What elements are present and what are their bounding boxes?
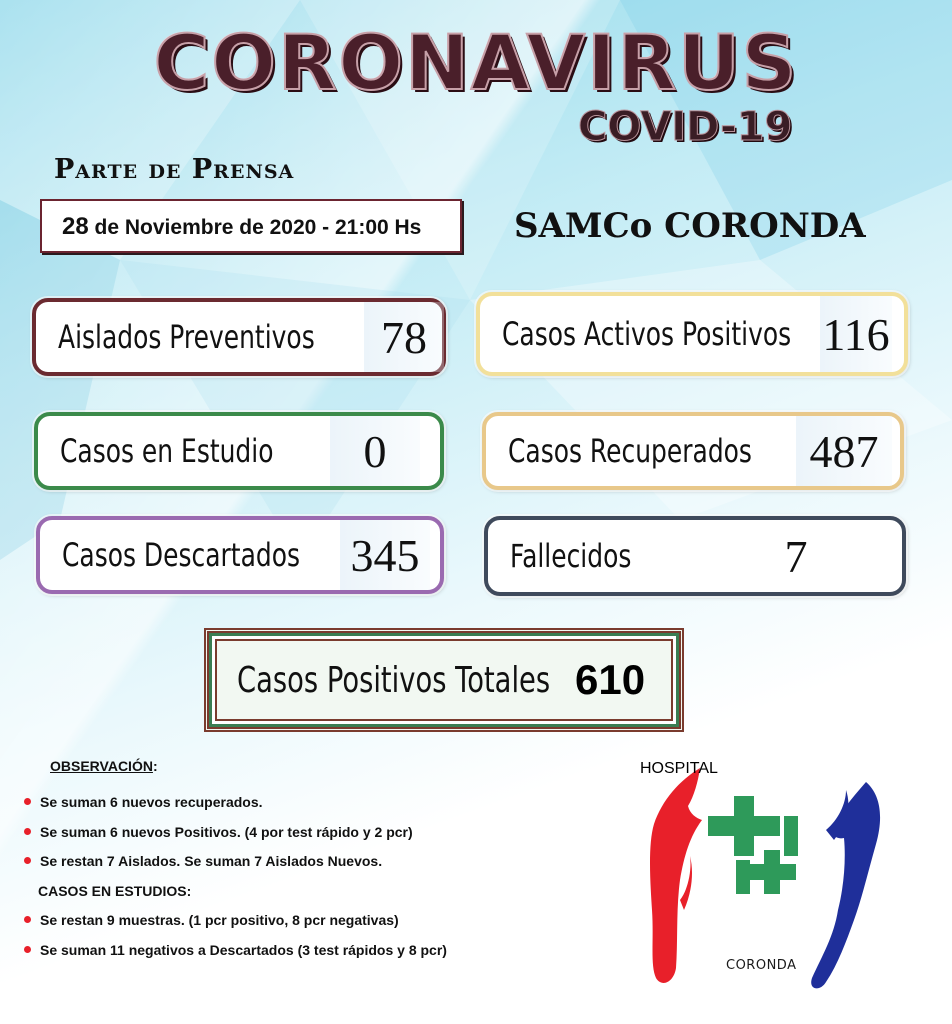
- card-value: 0: [330, 416, 420, 486]
- subtitle: COVID-19: [578, 104, 793, 150]
- bullet-icon: [24, 828, 31, 835]
- logo-text-coronda: CORONDA: [726, 958, 797, 973]
- press-release-heading: Parte de Prensa: [54, 154, 295, 185]
- date-rest: de Noviembre de 2020 - 21:00 Hs: [88, 216, 422, 239]
- list-item: Se suman 6 nuevos recuperados.: [24, 794, 447, 824]
- list-item: Se suman 6 nuevos Positivos. (4 por test rápido y 2 pcr): [24, 824, 447, 854]
- card-label: Casos Activos Positivos: [502, 315, 792, 353]
- card-label: Casos en Estudio: [60, 432, 274, 470]
- card-value: 345: [340, 520, 430, 590]
- list-item: Se restan 7 Aislados. Se suman 7 Aislados Nuevos.: [24, 853, 447, 883]
- institution-name: SAMCo CORONDA: [514, 206, 866, 246]
- logo-text-hospital: HOSPITAL: [640, 760, 718, 777]
- card-aislados: [32, 298, 446, 376]
- observation-list: [24, 794, 447, 971]
- card-value: 78: [364, 302, 444, 372]
- card-label: Aislados Preventivos: [58, 318, 315, 356]
- card-activos: [476, 292, 908, 376]
- card-value: 116: [820, 296, 892, 372]
- bullet-icon: [24, 857, 31, 864]
- card-value: 7: [784, 530, 808, 582]
- card-label: Casos Recuperados: [508, 432, 752, 470]
- observation-subheading: CASOS EN ESTUDIOS:: [38, 882, 192, 899]
- card-label: Fallecidos: [510, 537, 632, 575]
- list-item: Se restan 9 muestras. (1 pcr positivo, 8 pcr negativas): [24, 912, 447, 942]
- bullet-icon: [24, 916, 31, 923]
- card-recuperados: [482, 412, 904, 490]
- total-label: Casos Positivos Totales: [237, 659, 551, 701]
- card-descartados: [36, 516, 444, 594]
- card-fallecidos: [484, 516, 906, 596]
- total-value: 610: [575, 656, 646, 703]
- main-title: CORONAVIRUS: [153, 18, 799, 107]
- date-box: [40, 199, 462, 253]
- card-value: 487: [796, 416, 892, 486]
- date-day: 28: [62, 213, 89, 240]
- card-estudio: [34, 412, 444, 490]
- bullet-icon: [24, 946, 31, 953]
- list-item: Se suman 11 negativos a Descartados (3 test rápidos y 8 pcr): [24, 942, 447, 972]
- bullet-icon: [24, 798, 31, 805]
- observation-heading: OBSERVACIÓN:: [50, 758, 158, 774]
- total-positive-box: [204, 628, 684, 732]
- card-label: Casos Descartados: [62, 536, 300, 574]
